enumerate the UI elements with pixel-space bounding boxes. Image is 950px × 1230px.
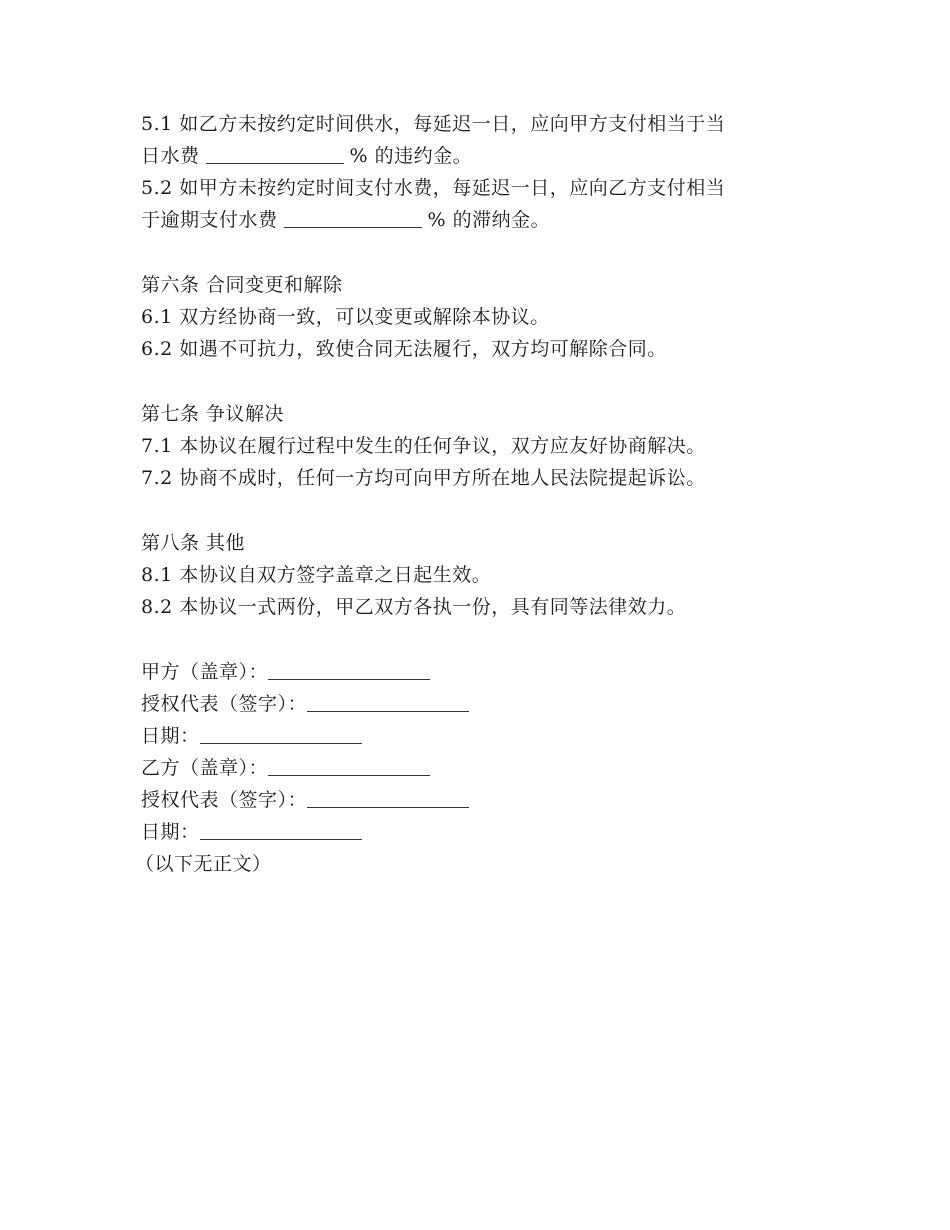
end-of-text-note: （以下无正文）	[135, 853, 272, 875]
clause-6-2: 6.2 如遇不可抗力，致使合同无法履行，双方均可解除合同。	[141, 338, 667, 360]
clause-8-2: 8.2 本协议一式两份，甲乙双方各执一份，具有同等法律效力。	[141, 596, 687, 618]
clause-7-1: 7.1 本协议在履行过程中发生的任何争议，双方应友好协商解决。	[141, 435, 706, 457]
section-6-heading: 第六条 合同变更和解除	[141, 274, 343, 296]
party-a-rep-blank	[307, 689, 469, 712]
party-a-date-line	[141, 720, 811, 752]
party-a-date-blank	[200, 721, 362, 744]
clause-5-2-prefix: 于逾期支付水费	[141, 209, 278, 231]
party-a-seal-line	[141, 656, 811, 688]
party-b-rep-label: 授权代表（签字）：	[141, 789, 308, 811]
party-a-rep-line	[141, 688, 811, 720]
party-b-seal-label: 乙方（盖章）：	[141, 757, 269, 779]
section-gap	[141, 236, 811, 269]
clause-5-1-line1: 5.1 如乙方未按约定时间供水，每延迟一日，应向甲方支付相当于当	[141, 113, 726, 135]
penalty-rate-blank	[206, 141, 344, 164]
clause-5-1-suffix: % 的违约金。	[349, 145, 473, 167]
clause-5-2-line1: 5.2 如甲方未按约定时间支付水费，每延迟一日，应向乙方支付相当	[141, 177, 726, 199]
clause-8-1: 8.1 本协议自双方签字盖章之日起生效。	[141, 564, 492, 586]
clause-6-1: 6.1 双方经协商一致，可以变更或解除本协议。	[141, 306, 550, 328]
late-fee-rate-blank	[284, 205, 422, 228]
party-b-seal-line	[141, 752, 811, 784]
section-8-heading: 第八条 其他	[141, 532, 246, 554]
clause-7-2: 7.2 协商不成时，任何一方均可向甲方所在地人民法院提起诉讼。	[141, 467, 706, 489]
contract-page	[135, 108, 811, 880]
party-b-seal-blank	[268, 753, 430, 776]
party-b-date-label: 日期：	[141, 821, 200, 843]
party-a-rep-label: 授权代表（签字）：	[141, 693, 308, 715]
section-gap	[141, 365, 811, 398]
clause-5-1-line2	[141, 140, 811, 172]
section-gap	[141, 494, 811, 527]
party-b-date-blank	[200, 817, 362, 840]
party-b-rep-blank	[307, 785, 469, 808]
party-a-seal-blank	[268, 657, 430, 680]
clause-5-1-prefix: 日水费	[141, 145, 200, 167]
party-a-date-label: 日期：	[141, 725, 200, 747]
section-7-heading: 第七条 争议解决	[141, 403, 285, 425]
section-gap	[141, 623, 811, 656]
party-b-rep-line	[141, 784, 811, 816]
clause-5-2-suffix: % 的滞纳金。	[427, 209, 551, 231]
clause-5-2-line2	[141, 204, 811, 236]
party-b-date-line	[141, 816, 811, 848]
party-a-seal-label: 甲方（盖章）：	[141, 661, 269, 683]
